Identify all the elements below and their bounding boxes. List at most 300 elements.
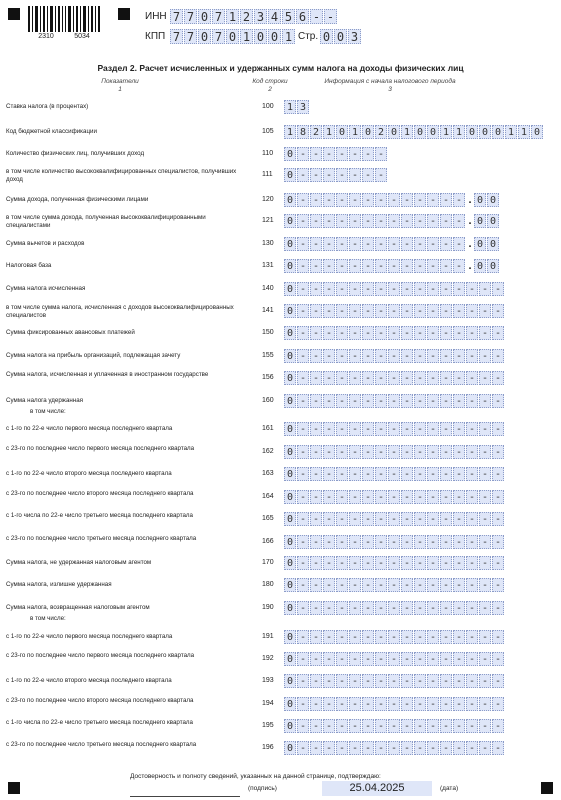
value-cell[interactable]: -	[427, 512, 439, 526]
value-cell[interactable]: -	[310, 304, 322, 318]
value-cell[interactable]: -	[323, 371, 335, 385]
value-cell[interactable]: -	[388, 578, 400, 592]
value-cell[interactable]: -	[310, 214, 322, 228]
value-cell[interactable]: -	[362, 630, 374, 644]
value-cell[interactable]: -	[453, 371, 465, 385]
kpp-cell[interactable]: 7	[212, 29, 225, 44]
value-cell[interactable]: -	[297, 282, 309, 296]
value-cell[interactable]: -	[453, 445, 465, 459]
value-cell[interactable]: -	[401, 741, 413, 755]
value-cell[interactable]: -	[297, 168, 309, 182]
value-cell[interactable]: -	[362, 535, 374, 549]
value-cell[interactable]: -	[466, 349, 478, 363]
value-cell[interactable]: -	[388, 349, 400, 363]
value-cell[interactable]: -	[297, 535, 309, 549]
value-cell[interactable]: -	[466, 630, 478, 644]
value-cell[interactable]: -	[388, 652, 400, 666]
value-cell[interactable]: -	[323, 719, 335, 733]
inn-cell[interactable]: 7	[170, 9, 183, 24]
value-cell[interactable]: -	[427, 697, 439, 711]
value-cell[interactable]: -	[362, 326, 374, 340]
value-cell[interactable]: -	[375, 719, 387, 733]
kpp-cell[interactable]: 0	[226, 29, 239, 44]
value-cell[interactable]: -	[297, 601, 309, 615]
value-cell[interactable]: -	[427, 535, 439, 549]
value-cell[interactable]: 1	[284, 100, 296, 114]
value-cell[interactable]: -	[310, 168, 322, 182]
value-cell[interactable]: -	[323, 535, 335, 549]
value-cell[interactable]: -	[492, 371, 504, 385]
value-cell[interactable]: 0	[284, 445, 296, 459]
value-cell[interactable]: -	[323, 326, 335, 340]
value-cell[interactable]: -	[362, 445, 374, 459]
inn-cell[interactable]: 2	[240, 9, 253, 24]
value-cell[interactable]: -	[427, 193, 439, 207]
value-cell[interactable]: -	[323, 467, 335, 481]
value-cell[interactable]: -	[466, 467, 478, 481]
value-cell[interactable]: -	[310, 193, 322, 207]
value-cell[interactable]: -	[414, 467, 426, 481]
value-cell[interactable]: -	[453, 304, 465, 318]
value-cell[interactable]: -	[310, 741, 322, 755]
value-cell[interactable]: -	[427, 237, 439, 251]
value-cell[interactable]: -	[440, 394, 452, 408]
value-cell[interactable]: -	[375, 535, 387, 549]
value-cell[interactable]: -	[479, 490, 491, 504]
value-cell[interactable]: -	[414, 259, 426, 273]
value-cell[interactable]: -	[401, 630, 413, 644]
value-cell[interactable]: -	[375, 371, 387, 385]
value-cell[interactable]: -	[492, 556, 504, 570]
value-cell[interactable]: -	[362, 512, 374, 526]
value-cell[interactable]: -	[388, 445, 400, 459]
page-cell[interactable]: 0	[320, 29, 333, 44]
value-cell[interactable]: -	[349, 147, 361, 161]
value-cell[interactable]: -	[297, 326, 309, 340]
inn-cell[interactable]: 7	[212, 9, 225, 24]
value-cell[interactable]: -	[336, 535, 348, 549]
inn-cell[interactable]: -	[324, 9, 337, 24]
value-cell[interactable]: -	[323, 490, 335, 504]
value-cell[interactable]: 0	[284, 719, 296, 733]
value-cell[interactable]: -	[492, 652, 504, 666]
value-cell[interactable]: -	[440, 674, 452, 688]
value-cell[interactable]: -	[349, 674, 361, 688]
value-cell[interactable]: -	[310, 326, 322, 340]
value-cell[interactable]: -	[414, 535, 426, 549]
value-cell[interactable]: -	[349, 601, 361, 615]
value-cell[interactable]: -	[414, 214, 426, 228]
kpp-cell[interactable]: 1	[282, 29, 295, 44]
value-cell[interactable]: -	[336, 741, 348, 755]
value-cell[interactable]: -	[336, 512, 348, 526]
row-value-field[interactable]	[284, 100, 310, 114]
row-value-field[interactable]	[284, 282, 505, 296]
value-cell[interactable]: -	[297, 304, 309, 318]
value-cell[interactable]: -	[401, 601, 413, 615]
value-cell[interactable]: -	[349, 422, 361, 436]
value-cell[interactable]: -	[453, 282, 465, 296]
value-cell[interactable]: -	[388, 237, 400, 251]
value-cell[interactable]: -	[388, 282, 400, 296]
value-cell[interactable]: 0	[284, 326, 296, 340]
value-cell[interactable]: -	[336, 371, 348, 385]
value-cell[interactable]: -	[375, 601, 387, 615]
value-cell[interactable]: -	[310, 422, 322, 436]
value-cell[interactable]: -	[310, 467, 322, 481]
value-cell[interactable]: -	[349, 445, 361, 459]
value-cell[interactable]: -	[349, 349, 361, 363]
value-cell[interactable]: -	[479, 349, 491, 363]
value-cell[interactable]: -	[492, 326, 504, 340]
decimal-cell[interactable]: 0	[474, 259, 486, 273]
value-cell[interactable]: -	[388, 535, 400, 549]
value-cell[interactable]: -	[427, 630, 439, 644]
value-cell[interactable]: -	[492, 490, 504, 504]
value-cell[interactable]: -	[466, 304, 478, 318]
value-cell[interactable]: -	[310, 578, 322, 592]
value-cell[interactable]: -	[336, 556, 348, 570]
value-cell[interactable]: -	[401, 467, 413, 481]
row-value-field[interactable]	[284, 719, 505, 733]
value-cell[interactable]: -	[375, 349, 387, 363]
value-cell[interactable]: -	[466, 445, 478, 459]
decimal-cell[interactable]: 0	[487, 214, 499, 228]
value-cell[interactable]: -	[310, 630, 322, 644]
value-cell[interactable]: -	[297, 445, 309, 459]
value-cell[interactable]: -	[323, 259, 335, 273]
value-cell[interactable]: -	[401, 371, 413, 385]
value-cell[interactable]: -	[388, 326, 400, 340]
value-cell[interactable]: -	[466, 578, 478, 592]
value-cell[interactable]: -	[453, 601, 465, 615]
value-cell[interactable]: -	[336, 214, 348, 228]
value-cell[interactable]: -	[479, 422, 491, 436]
value-cell[interactable]: -	[440, 556, 452, 570]
value-cell[interactable]: -	[388, 556, 400, 570]
value-cell[interactable]: -	[427, 556, 439, 570]
value-cell[interactable]: -	[401, 193, 413, 207]
value-cell[interactable]: -	[336, 652, 348, 666]
row-value-field[interactable]	[284, 674, 505, 688]
value-cell[interactable]: -	[310, 349, 322, 363]
value-cell[interactable]: -	[388, 304, 400, 318]
value-cell[interactable]: -	[349, 652, 361, 666]
value-cell[interactable]: -	[479, 371, 491, 385]
value-cell[interactable]: -	[297, 193, 309, 207]
value-cell[interactable]: -	[362, 237, 374, 251]
row-value-field[interactable]	[284, 445, 505, 459]
value-cell[interactable]: -	[375, 282, 387, 296]
row-value-field[interactable]	[284, 601, 505, 615]
value-cell[interactable]: -	[414, 304, 426, 318]
value-cell[interactable]: 0	[388, 125, 400, 139]
value-cell[interactable]: 1	[401, 125, 413, 139]
row-value-field[interactable]	[284, 652, 505, 666]
value-cell[interactable]: -	[349, 512, 361, 526]
value-cell[interactable]: -	[492, 578, 504, 592]
inn-cell[interactable]: 6	[296, 9, 309, 24]
value-cell[interactable]: -	[401, 445, 413, 459]
value-cell[interactable]: -	[466, 282, 478, 296]
row-value-field[interactable]	[284, 467, 505, 481]
value-cell[interactable]: -	[336, 349, 348, 363]
value-cell[interactable]: -	[310, 601, 322, 615]
value-cell[interactable]: -	[492, 697, 504, 711]
value-cell[interactable]: -	[414, 741, 426, 755]
value-cell[interactable]: -	[440, 578, 452, 592]
value-cell[interactable]: -	[479, 630, 491, 644]
value-cell[interactable]: -	[375, 147, 387, 161]
kpp-cell[interactable]: 0	[268, 29, 281, 44]
value-cell[interactable]: -	[362, 304, 374, 318]
value-cell[interactable]: -	[466, 719, 478, 733]
value-cell[interactable]: 1	[518, 125, 530, 139]
value-cell[interactable]: -	[401, 349, 413, 363]
kpp-cell[interactable]: 7	[184, 29, 197, 44]
value-cell[interactable]: -	[323, 237, 335, 251]
value-cell[interactable]: -	[440, 282, 452, 296]
kpp-cell[interactable]: 7	[170, 29, 183, 44]
value-cell[interactable]: -	[388, 422, 400, 436]
value-cell[interactable]: 8	[297, 125, 309, 139]
value-cell[interactable]: -	[466, 556, 478, 570]
value-cell[interactable]: -	[453, 512, 465, 526]
value-cell[interactable]: -	[427, 490, 439, 504]
row-value-field[interactable]	[284, 259, 500, 273]
value-cell[interactable]: 0	[284, 535, 296, 549]
value-cell[interactable]: -	[453, 652, 465, 666]
value-cell[interactable]: -	[479, 697, 491, 711]
value-cell[interactable]: -	[479, 326, 491, 340]
value-cell[interactable]: -	[453, 535, 465, 549]
value-cell[interactable]: -	[336, 422, 348, 436]
value-cell[interactable]: -	[427, 394, 439, 408]
value-cell[interactable]: -	[440, 422, 452, 436]
value-cell[interactable]: -	[388, 741, 400, 755]
value-cell[interactable]: -	[375, 193, 387, 207]
value-cell[interactable]: -	[297, 259, 309, 273]
value-cell[interactable]: -	[479, 535, 491, 549]
value-cell[interactable]: -	[297, 512, 309, 526]
value-cell[interactable]: -	[427, 282, 439, 296]
value-cell[interactable]: 0	[284, 237, 296, 251]
value-cell[interactable]: 0	[284, 147, 296, 161]
value-cell[interactable]: -	[349, 556, 361, 570]
value-cell[interactable]: -	[375, 697, 387, 711]
value-cell[interactable]: -	[297, 652, 309, 666]
value-cell[interactable]: -	[349, 259, 361, 273]
value-cell[interactable]: -	[362, 193, 374, 207]
value-cell[interactable]: -	[362, 467, 374, 481]
value-cell[interactable]: 1	[349, 125, 361, 139]
value-cell[interactable]: 1	[440, 125, 452, 139]
decimal-cell[interactable]: 0	[474, 237, 486, 251]
value-cell[interactable]: -	[427, 719, 439, 733]
value-cell[interactable]: -	[427, 578, 439, 592]
value-cell[interactable]: -	[453, 490, 465, 504]
value-cell[interactable]: -	[440, 445, 452, 459]
value-cell[interactable]: -	[310, 259, 322, 273]
row-value-field[interactable]	[284, 535, 505, 549]
value-cell[interactable]: -	[388, 674, 400, 688]
value-cell[interactable]: -	[362, 214, 374, 228]
value-cell[interactable]: 0	[479, 125, 491, 139]
row-value-field[interactable]	[284, 422, 505, 436]
value-cell[interactable]: -	[297, 719, 309, 733]
value-cell[interactable]: -	[375, 467, 387, 481]
value-cell[interactable]: -	[440, 349, 452, 363]
value-cell[interactable]: -	[323, 741, 335, 755]
value-cell[interactable]: -	[297, 556, 309, 570]
value-cell[interactable]: -	[453, 394, 465, 408]
value-cell[interactable]: -	[401, 490, 413, 504]
value-cell[interactable]: -	[297, 674, 309, 688]
value-cell[interactable]: -	[297, 467, 309, 481]
value-cell[interactable]: -	[440, 214, 452, 228]
inn-field[interactable]	[170, 9, 338, 24]
value-cell[interactable]: -	[453, 237, 465, 251]
value-cell[interactable]: -	[440, 741, 452, 755]
inn-cell[interactable]: 7	[184, 9, 197, 24]
page-cell[interactable]: 3	[348, 29, 361, 44]
value-cell[interactable]: 0	[362, 125, 374, 139]
row-value-field[interactable]	[284, 556, 505, 570]
value-cell[interactable]: -	[323, 512, 335, 526]
value-cell[interactable]: -	[297, 394, 309, 408]
page-number-field[interactable]	[320, 29, 362, 44]
row-value-field[interactable]	[284, 697, 505, 711]
value-cell[interactable]: -	[336, 168, 348, 182]
value-cell[interactable]: 0	[284, 371, 296, 385]
kpp-cell[interactable]: 0	[198, 29, 211, 44]
value-cell[interactable]: -	[375, 394, 387, 408]
value-cell[interactable]: -	[388, 214, 400, 228]
value-cell[interactable]: -	[453, 467, 465, 481]
kpp-cell[interactable]: 1	[240, 29, 253, 44]
value-cell[interactable]: -	[323, 282, 335, 296]
value-cell[interactable]: -	[440, 467, 452, 481]
inn-cell[interactable]: 5	[282, 9, 295, 24]
value-cell[interactable]: -	[401, 394, 413, 408]
decimal-cell[interactable]: 0	[474, 193, 486, 207]
value-cell[interactable]: -	[336, 630, 348, 644]
decimal-cell[interactable]: 0	[487, 237, 499, 251]
value-cell[interactable]: 1	[284, 125, 296, 139]
value-cell[interactable]: -	[362, 147, 374, 161]
value-cell[interactable]: -	[336, 490, 348, 504]
value-cell[interactable]: -	[336, 601, 348, 615]
value-cell[interactable]: -	[297, 237, 309, 251]
value-cell[interactable]: -	[427, 259, 439, 273]
value-cell[interactable]: 0	[427, 125, 439, 139]
value-cell[interactable]: -	[362, 371, 374, 385]
value-cell[interactable]: -	[492, 394, 504, 408]
value-cell[interactable]: -	[349, 214, 361, 228]
value-cell[interactable]: -	[440, 259, 452, 273]
value-cell[interactable]: -	[362, 719, 374, 733]
value-cell[interactable]: -	[375, 214, 387, 228]
value-cell[interactable]: -	[297, 422, 309, 436]
value-cell[interactable]: -	[388, 719, 400, 733]
date-field[interactable]: 25.04.2025	[322, 781, 432, 796]
kpp-cell[interactable]: 0	[254, 29, 267, 44]
value-cell[interactable]: -	[427, 304, 439, 318]
value-cell[interactable]: -	[375, 326, 387, 340]
value-cell[interactable]: -	[349, 237, 361, 251]
value-cell[interactable]: -	[414, 556, 426, 570]
value-cell[interactable]: -	[323, 697, 335, 711]
value-cell[interactable]: -	[297, 371, 309, 385]
value-cell[interactable]: -	[427, 326, 439, 340]
value-cell[interactable]: -	[349, 467, 361, 481]
value-cell[interactable]: -	[492, 467, 504, 481]
value-cell[interactable]: -	[440, 304, 452, 318]
value-cell[interactable]: -	[440, 601, 452, 615]
value-cell[interactable]: -	[349, 490, 361, 504]
value-cell[interactable]: -	[336, 445, 348, 459]
value-cell[interactable]: -	[297, 349, 309, 363]
page-cell[interactable]: 0	[334, 29, 347, 44]
value-cell[interactable]: -	[414, 349, 426, 363]
value-cell[interactable]: -	[297, 147, 309, 161]
row-value-field[interactable]	[284, 304, 505, 318]
row-value-field[interactable]	[284, 371, 505, 385]
value-cell[interactable]: -	[414, 237, 426, 251]
value-cell[interactable]: -	[349, 193, 361, 207]
value-cell[interactable]: -	[310, 674, 322, 688]
inn-cell[interactable]: 0	[198, 9, 211, 24]
value-cell[interactable]: -	[466, 394, 478, 408]
value-cell[interactable]: -	[362, 697, 374, 711]
value-cell[interactable]: -	[375, 490, 387, 504]
value-cell[interactable]: 0	[284, 674, 296, 688]
value-cell[interactable]: -	[427, 422, 439, 436]
value-cell[interactable]: -	[323, 422, 335, 436]
value-cell[interactable]: -	[479, 741, 491, 755]
value-cell[interactable]: -	[401, 237, 413, 251]
value-cell[interactable]: 0	[284, 282, 296, 296]
value-cell[interactable]: -	[466, 652, 478, 666]
value-cell[interactable]: -	[388, 697, 400, 711]
value-cell[interactable]: -	[453, 556, 465, 570]
value-cell[interactable]: -	[349, 168, 361, 182]
value-cell[interactable]: 3	[297, 100, 309, 114]
value-cell[interactable]: -	[479, 652, 491, 666]
value-cell[interactable]: -	[427, 371, 439, 385]
value-cell[interactable]: -	[479, 282, 491, 296]
value-cell[interactable]: -	[401, 535, 413, 549]
value-cell[interactable]: 0	[284, 697, 296, 711]
value-cell[interactable]: -	[362, 259, 374, 273]
value-cell[interactable]: -	[453, 193, 465, 207]
value-cell[interactable]: 0	[284, 394, 296, 408]
value-cell[interactable]: -	[336, 697, 348, 711]
value-cell[interactable]: -	[427, 674, 439, 688]
value-cell[interactable]: 0	[284, 556, 296, 570]
value-cell[interactable]: -	[492, 674, 504, 688]
value-cell[interactable]: -	[479, 578, 491, 592]
value-cell[interactable]: -	[388, 630, 400, 644]
value-cell[interactable]: -	[492, 282, 504, 296]
value-cell[interactable]: 0	[492, 125, 504, 139]
value-cell[interactable]: -	[440, 719, 452, 733]
value-cell[interactable]: -	[466, 674, 478, 688]
value-cell[interactable]: -	[479, 556, 491, 570]
value-cell[interactable]: 0	[531, 125, 543, 139]
value-cell[interactable]: -	[453, 719, 465, 733]
row-value-field[interactable]	[284, 237, 500, 251]
